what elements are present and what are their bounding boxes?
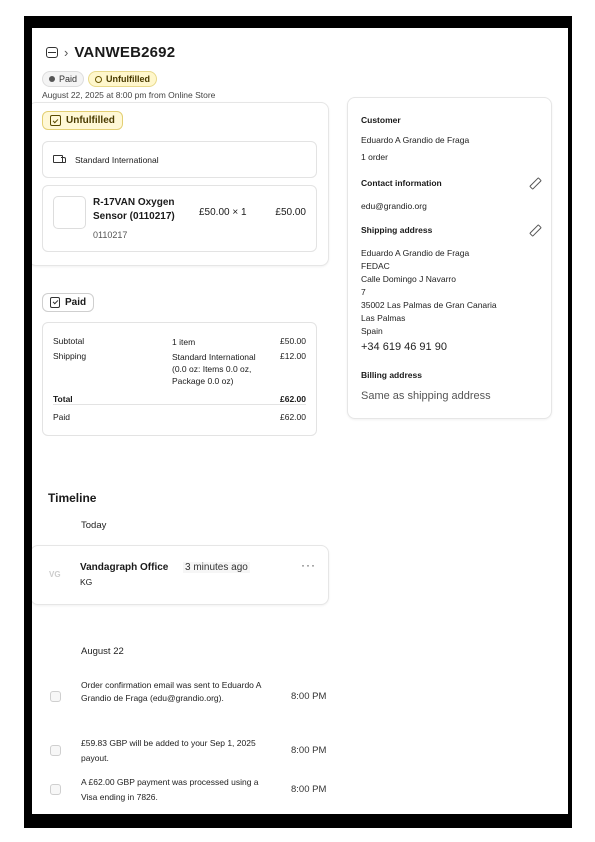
breadcrumb-chevron-icon: ›: [64, 45, 69, 60]
address-line: Eduardo A Grandio de Fraga: [361, 248, 470, 258]
unfulfilled-ring-icon: [95, 76, 102, 83]
address-line: FEDAC: [361, 261, 390, 271]
paid-status-pill: [42, 293, 94, 312]
address-line: Calle Domingo J Navarro: [361, 274, 456, 284]
event-toggle-icon[interactable]: [50, 784, 61, 795]
unfulfilled-status-label: Unfulfilled: [66, 115, 115, 126]
address-line: 7: [361, 287, 366, 297]
shipping-address-heading: Shipping address: [361, 225, 433, 235]
comment-avatar: VG: [49, 570, 61, 579]
timeline-today-label: Today: [81, 520, 107, 531]
paid-label: Paid: [53, 412, 71, 422]
timeline-event[interactable]: [48, 775, 348, 807]
address-line: Spain: [361, 326, 383, 336]
unfulfilled-badge-label: Unfulfilled: [106, 74, 151, 84]
shipping-amount: £12.00: [280, 351, 306, 361]
more-actions-icon[interactable]: ···: [301, 558, 316, 572]
billing-address-heading: Billing address: [361, 370, 422, 380]
event-toggle-icon[interactable]: [50, 745, 61, 756]
comment-time-ago[interactable]: 3 minutes ago: [185, 562, 248, 573]
order-meta: August 22, 2025 at 8:00 pm from Online Store: [42, 90, 216, 100]
timeline-title: Timeline: [48, 491, 97, 505]
total-amount: £62.00: [280, 394, 306, 404]
paid-dot-icon: [49, 76, 55, 82]
order-status-badges: [42, 71, 157, 87]
subtotal-amount: £50.00: [280, 336, 306, 346]
unfulfilled-box-icon: [50, 115, 61, 126]
paid-badge-label: Paid: [59, 74, 78, 84]
line-item[interactable]: [42, 185, 317, 252]
product-name[interactable]: R-17VAN Oxygen Sensor (0110217): [93, 197, 175, 222]
timeline-event[interactable]: [48, 736, 348, 768]
event-text: Order confirmation email was sent to Eduardo A Grandio de Fraga (edu@grandio.org).: [81, 680, 262, 703]
product-price-quantity: £50.00 × 1: [199, 207, 247, 218]
customer-email[interactable]: edu@grandio.org: [361, 201, 427, 211]
order-page: [32, 28, 568, 814]
subtotal-desc: 1 item: [172, 337, 196, 347]
shipping-address-block: [361, 247, 497, 338]
event-text: A £62.00 GBP payment was processed using a Visa ending in 7826.: [81, 777, 259, 802]
timeline-comment: [32, 545, 329, 605]
address-line: 35002 Las Palmas de Gran Canaria: [361, 300, 497, 310]
product-sku: 0110217: [93, 230, 128, 240]
comment-author: Vandagraph Office: [80, 562, 169, 573]
shipping-method-label: Standard International: [75, 154, 159, 165]
event-time: 8:00 PM: [291, 745, 327, 756]
event-toggle-icon[interactable]: [50, 691, 61, 702]
page-header: [46, 44, 175, 61]
paid-amount: £62.00: [280, 412, 306, 422]
orders-inbox-icon[interactable]: [46, 47, 58, 58]
shipping-desc: Standard International (0.0 oz: Items 0.0 oz, Package 0.0 oz): [172, 352, 256, 386]
payment-summary-table: [42, 322, 317, 436]
edit-address-pencil-icon[interactable]: [529, 225, 540, 236]
customer-heading: Customer: [361, 115, 401, 125]
edit-contact-pencil-icon[interactable]: [529, 178, 540, 189]
address-line: Las Palmas: [361, 313, 406, 323]
subtotal-label: Subtotal: [53, 336, 85, 346]
paid-status-label: Paid: [65, 297, 87, 308]
customer-name-link[interactable]: Eduardo A Grandio de Fraga: [361, 135, 470, 145]
customer-card: [347, 97, 552, 419]
event-time: 8:00 PM: [291, 691, 327, 702]
product-thumbnail[interactable]: [53, 196, 86, 229]
customer-phone: +34 619 46 91 90: [361, 341, 447, 353]
payment-divider: [53, 404, 306, 405]
unfulfilled-badge: [88, 71, 157, 87]
order-number: VANWEB2692: [74, 44, 176, 61]
truck-icon: [53, 155, 67, 164]
paid-badge: [42, 71, 84, 87]
event-text: £59.83 GBP will be added to your Sep 1, 2025 payout.: [81, 738, 256, 763]
contact-heading: Contact information: [361, 178, 442, 188]
event-time: 8:00 PM: [291, 784, 327, 795]
total-label: Total: [53, 394, 73, 404]
receipt-check-icon: [50, 297, 60, 308]
product-line-total: £50.00: [275, 207, 306, 218]
shipping-method-row: [42, 141, 317, 178]
billing-address-text: Same as shipping address: [361, 390, 491, 402]
shipping-label: Shipping: [53, 351, 87, 361]
unfulfilled-status-pill: [42, 111, 123, 130]
timeline-date-label: August 22: [81, 646, 124, 657]
timeline-event[interactable]: [48, 679, 348, 719]
comment-text: KG: [80, 577, 93, 587]
customer-order-count[interactable]: 1 order: [361, 152, 388, 162]
